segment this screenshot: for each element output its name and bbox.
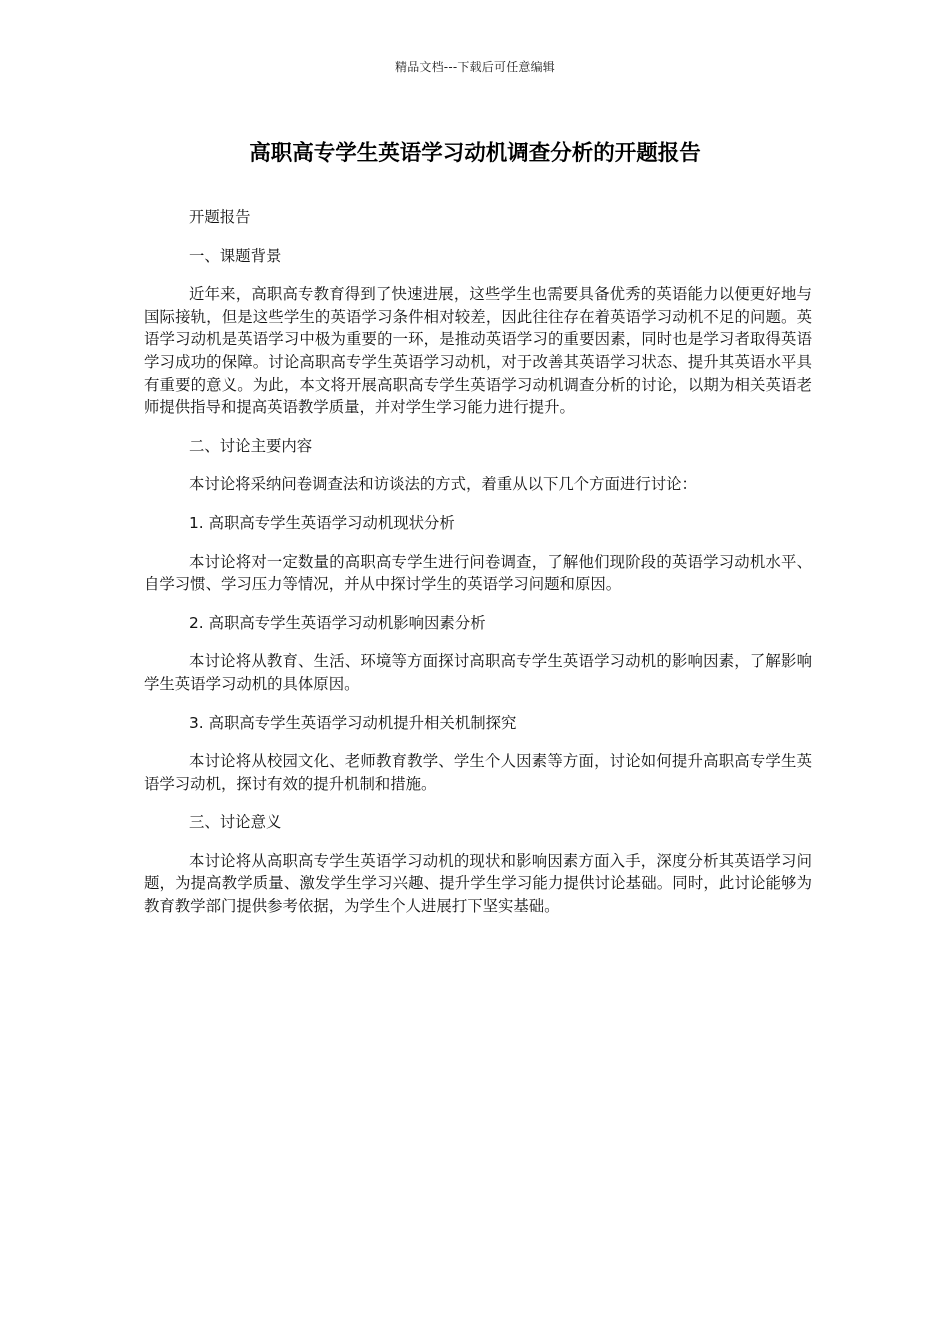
- paragraph-1: 本讨论将对一定数量的高职高专学生进行问卷调查，了解他们现阶段的英语学习动机水平、自学习惯、学习压力等情况，并从中探讨学生的英语学习问题和原因。: [144, 552, 812, 594]
- document-title: 高职高专学生英语学习动机调查分析的开题报告: [249, 141, 701, 166]
- subheading-1: 1. 高职高专学生英语学习动机现状分析: [189, 513, 455, 532]
- paragraph-significance: 本讨论将从高职高专学生英语学习动机的现状和影响因素方面入手，深度分析其英语学习问题，为提高教学质量、激发学生学习兴趣、提升学生学习能力提供讨论基础。同时，此讨论能够为教育教学部门提供参考依据，为学生个人进展打下坚实基础。: [144, 851, 812, 916]
- paragraph-2: 本讨论将从教育、生活、环境等方面探讨高职高专学生英语学习动机的影响因素，了解影响学生英语学习动机的具体原因。: [144, 652, 812, 693]
- paragraph-background: 近年来，高职高专教育得到了快速进展，这些学生也需要具备优秀的英语能力以便更好地与国际接轨，但是这些学生的英语学习条件相对较差，因此往往存在着英语学习动机不足的问题。英语学习动机是英语学习中极为重要的一环，是推动英语学习的重要因素，同时也是学习者取得英语学习成功的保障。讨论高职高专学生英语学习动机，对于改善其英语学习状态、提升其英语水平具有重要的意义。为此，本文将开展高职高专学生英语学习动机调查分析的讨论，以期为相关英语老师提供指导和提高英语教学质量，并对学生学习能力进行提升。: [144, 285, 812, 417]
- section-label-report: 开题报告: [189, 208, 251, 226]
- heading-main-content: 二、讨论主要内容: [189, 436, 313, 455]
- paragraph-methods: 本讨论将采纳问卷调查法和访谈法的方式，着重从以下几个方面进行讨论：: [189, 475, 697, 494]
- paragraph-3: 本讨论将从校园文化、老师教育教学、学生个人因素等方面，讨论如何提升高职高专学生英语学习动机，探讨有效的提升机制和措施。: [144, 752, 812, 793]
- document-body: [144, 206, 812, 934]
- subheading-2: 2. 高职高专学生英语学习动机影响因素分析: [189, 613, 486, 632]
- subheading-3: 3. 高职高专学生英语学习动机提升相关机制探究: [189, 713, 517, 732]
- heading-significance: 三、讨论意义: [189, 813, 282, 832]
- heading-background: 一、课题背景: [189, 246, 282, 265]
- header-note: 精品文档---下载后可任意编辑: [395, 60, 555, 74]
